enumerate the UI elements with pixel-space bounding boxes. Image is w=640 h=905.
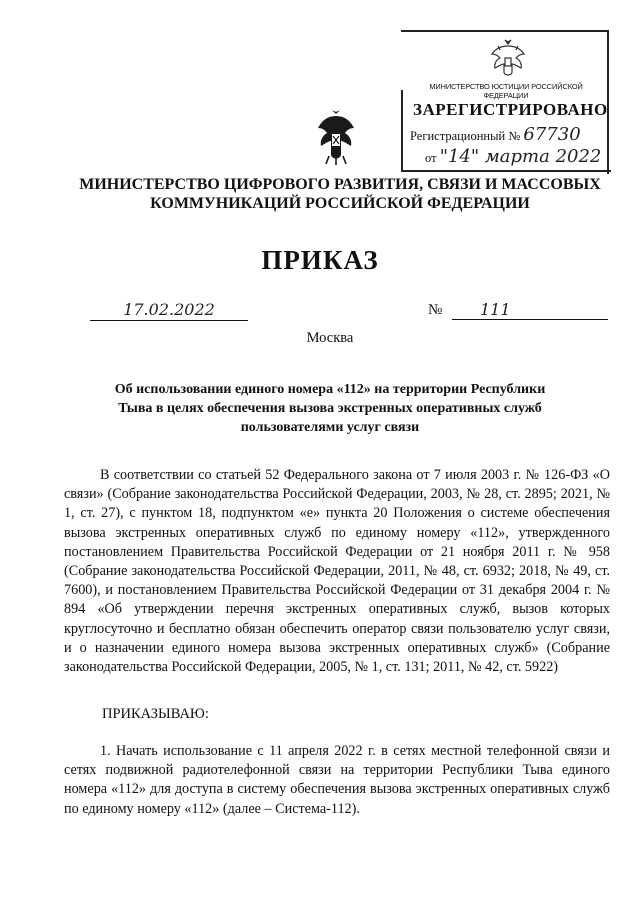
preamble-paragraph: В соответствии со статьей 52 Федерального закона от 7 июля 2003 г. № 126-ФЗ «О связи» (Собрание законодательства Российской Федерации, 2003, № 28, ст. 2895; 2021, № 1, ст. 27), с пунктом 18, подпунктом «е» пункта 20 Положения о системе обеспечения вызова экстренных оперативных служб по единому номеру «112», утвержденного постановлением Правительства Российской Федерации от 21 ноября 2011 г. № 958 (Собрание законодательства Российской Федерации, 2011, № 48, ст. 6932; 2018, № 49, ст. 7600), и постановлением Правительства Российской Федерации от 31 декабря 2004 г. № 894 «Об утверждении перечня экстренных оперативных служб, вызов которых круглосуточно и бесплатно обязан обеспечить оператор связи пользователю услуг связи, и о назначении единого номера вызова экстренных оперативных служб» (Собрание законодательства Российской Федерации, 2005, № 1, ст. 131; 2011, № 42, ст. 5922) xyxy=(64,467,610,676)
order-date-field xyxy=(90,300,248,321)
stamp-reg-label: Регистрационный № xyxy=(410,129,521,143)
coat-of-arms-icon xyxy=(316,110,356,166)
stamp-date-line xyxy=(425,146,601,167)
stamp-registration-line xyxy=(410,124,581,145)
stamp-eagle-emblem-icon xyxy=(488,38,528,80)
stamp-title: ЗАРЕГИСТРИРОВАНО xyxy=(413,100,608,119)
order-subject: Об использовании единого номера «112» на территории Республики Тыва в целях обеспечения вызова экстренных оперативных служб пользователями услуг связи xyxy=(114,382,546,435)
order-number: 111 xyxy=(480,300,511,319)
order-number-label: № xyxy=(428,302,443,318)
stamp-date-value: "14" марта 2022 xyxy=(439,146,602,167)
order-word: ПРИКАЗЫВАЮ: xyxy=(102,706,209,722)
document-type-title: ПРИКАЗ xyxy=(261,245,379,275)
stamp-border xyxy=(401,170,611,172)
order-date: 17.02.2022 xyxy=(123,300,215,319)
ministry-heading: МИНИСТЕРСТВО ЦИФРОВОГО РАЗВИТИЯ, СВЯЗИ И МАССОВЫХ КОММУНИКАЦИЙ РОССИЙСКОЙ ФЕДЕРАЦИИ xyxy=(79,176,601,212)
stamp-reg-number: 67730 xyxy=(523,124,581,145)
stamp-border xyxy=(401,90,403,170)
city-name: Москва xyxy=(306,330,354,346)
stamp-ministry: МИНИСТЕРСТВО ЮСТИЦИИ РОССИЙСКОЙ ФЕДЕРАЦИИ xyxy=(429,82,583,100)
order-number-field xyxy=(452,300,608,320)
order-item-1-text: 1. Начать использование с 11 апреля 2022 г. в сетях местной телефонной связи и сетях подвижной радиотелефонной связи на территории Республики Тыва единого номера «112» для доступа в систему обеспечения вызова экстренных оперативных служб по единому номеру «112» (далее – Система-112). xyxy=(64,743,610,817)
stamp-date-prefix: от xyxy=(425,151,437,165)
preamble xyxy=(64,466,610,677)
order-item-1 xyxy=(64,742,610,819)
